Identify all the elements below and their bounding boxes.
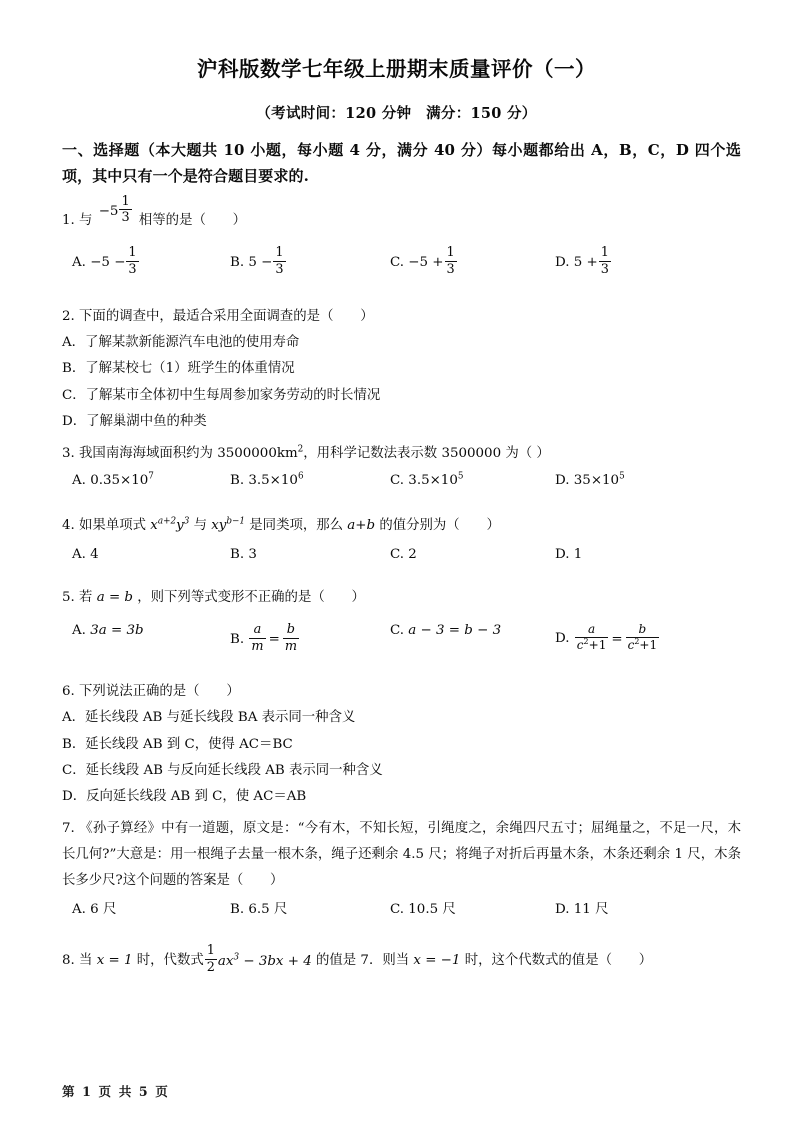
option-a-fraction xyxy=(126,246,138,276)
question-6-stem xyxy=(62,679,741,705)
question-6 xyxy=(0,669,793,705)
question-2-option-b[interactable]: B．了解某校七（1）班学生的体重情况 xyxy=(62,361,295,377)
question-6-number: 6. xyxy=(62,684,75,700)
denominator-exponent: 2 xyxy=(634,636,640,646)
denominator-base: c xyxy=(627,637,635,652)
option-a-lead: −5 − xyxy=(90,255,126,271)
expression-term-a: ax xyxy=(217,953,234,969)
question-3-option-d[interactable] xyxy=(555,473,625,488)
question-7 xyxy=(0,810,793,894)
question-4-option-d[interactable]: D. 1 xyxy=(555,547,583,563)
question-7-option-a[interactable]: A. 6 尺 xyxy=(72,902,117,918)
question-5-equation: a = b xyxy=(96,590,133,606)
square-unit-superscript: 2 xyxy=(297,444,304,455)
option-b-fraction xyxy=(273,246,285,276)
exam-info-line: （考试时间：120 分钟 满分：150 分） xyxy=(256,104,537,122)
fraction-denominator: m xyxy=(284,638,298,654)
question-5-number: 5. xyxy=(62,590,75,606)
question-4-stem-4: 的值分别为（ ） xyxy=(379,518,500,534)
option-a-exponent: 7 xyxy=(148,471,154,482)
question-1-option-b[interactable] xyxy=(230,246,287,276)
fraction-denominator: 3 xyxy=(275,261,284,277)
option-c-label: C. xyxy=(390,255,405,271)
question-4-number: 4. xyxy=(62,518,75,534)
question-4-option-b[interactable]: B. 3 xyxy=(230,547,257,563)
monomial-1-exponent: a+2 xyxy=(157,516,177,527)
question-8 xyxy=(0,928,793,974)
question-7-stem xyxy=(62,816,741,894)
question-8-stem-1: 当 xyxy=(79,953,93,969)
question-7-options xyxy=(0,898,793,928)
question-3-stem xyxy=(62,441,741,467)
option-a-mantissa: 0.35×10 xyxy=(90,473,149,489)
option-c-exponent: 5 xyxy=(457,471,464,482)
fraction-denominator: 3 xyxy=(600,261,609,277)
question-8-coefficient-fraction xyxy=(205,944,217,974)
fraction-denominator: 3 xyxy=(128,261,137,277)
question-2-stem-text: 下面的调查中，最适合采用全面调查的是（ ） xyxy=(79,309,374,325)
option-c-lead: −5 + xyxy=(408,255,444,271)
question-8-condition-1: x = 1 xyxy=(96,953,133,969)
question-4-monomial-1 xyxy=(150,518,189,533)
question-4-option-a[interactable]: A. 4 xyxy=(72,547,99,563)
option-d-fraction-left xyxy=(575,623,609,651)
question-5-option-d[interactable] xyxy=(555,623,660,651)
option-d-label: D. xyxy=(555,255,570,271)
question-8-stem xyxy=(62,944,741,974)
question-5 xyxy=(0,577,793,611)
question-5-options xyxy=(0,623,793,669)
monomial-1-y-exponent: 3 xyxy=(183,516,190,527)
question-1-number: 1. xyxy=(62,213,75,229)
fraction-numerator: 1 xyxy=(206,943,215,959)
question-7-stem-text: 《孙子算经》中有一道题，原文是：“今有木，不知长短，引绳度之，余绳四尺五寸；屈绳量之，不足一尺，木长几何?”大意是：用一根绳子去量一根木条，绳子还剩余 4.5 尺；将绳子对折后再量木条，木条还剩余 1 尺，木条长多少尺?这个问题的答案是（ ） xyxy=(62,821,741,889)
option-b-exponent: 6 xyxy=(297,471,304,482)
option-b-fraction-right xyxy=(283,623,299,653)
option-a-label: A. xyxy=(72,255,86,271)
option-d-label: D. xyxy=(555,631,570,647)
option-b-label: B. xyxy=(230,255,245,271)
question-3-number: 3. xyxy=(62,445,75,461)
option-c-fraction xyxy=(445,246,457,276)
denominator-base: c xyxy=(576,637,584,652)
question-5-option-c[interactable] xyxy=(390,623,501,638)
question-2-option-a[interactable]: A．了解某款新能源汽车电池的使用寿命 xyxy=(62,335,300,351)
option-b-label: B. xyxy=(230,473,245,489)
monomial-2-base: xy xyxy=(211,518,227,534)
option-c-label: C. xyxy=(390,623,405,639)
fraction-denominator: m xyxy=(251,638,264,654)
fraction-denominator: 3 xyxy=(446,261,455,277)
question-5-stem xyxy=(62,585,741,611)
question-1-stem-after: 相等的是（ ） xyxy=(138,213,247,229)
question-8-stem-4: 时，这个代数式的值是（ ） xyxy=(464,953,653,969)
question-1 xyxy=(0,190,793,234)
option-a-label: A. xyxy=(72,623,86,639)
question-4-stem-3: 是同类项，那么 xyxy=(249,518,344,534)
question-1-option-c[interactable] xyxy=(390,246,458,276)
question-8-stem-3: 的值是 7．则当 xyxy=(316,953,410,969)
mixed-fraction xyxy=(119,195,131,225)
fraction-denominator xyxy=(575,638,609,652)
question-1-mixed-number xyxy=(99,195,133,225)
fraction-denominator xyxy=(626,638,660,652)
mixed-whole-part: −5 xyxy=(98,204,119,220)
option-d-fraction xyxy=(599,246,611,276)
option-b-fraction-left xyxy=(249,623,265,653)
question-2-option-c[interactable]: C．了解某市全体初中生每周参加家务劳动的时长情况 xyxy=(62,387,381,403)
fraction-numerator: 1 xyxy=(275,245,284,261)
option-b-lead: 5 − xyxy=(248,255,273,271)
question-7-option-c[interactable]: C. 10.5 尺 xyxy=(390,902,456,918)
question-3 xyxy=(0,435,793,467)
question-3-option-a[interactable] xyxy=(72,473,154,488)
question-4-stem-2: 与 xyxy=(193,518,207,534)
question-3-option-b[interactable] xyxy=(230,473,304,488)
monomial-1-y: y xyxy=(176,518,184,534)
question-1-option-d[interactable] xyxy=(555,246,612,276)
fraction-numerator: a xyxy=(249,623,265,639)
option-d-exponent: 5 xyxy=(619,471,625,482)
monomial-1-base: x xyxy=(150,518,158,534)
question-6-option-a[interactable]: A．延长线段 AB 与延长线段 BA 表示同一种含义 xyxy=(62,710,356,726)
question-4-monomial-2 xyxy=(211,518,245,533)
question-6-option-d[interactable]: D．反向延长线段 AB 到 C，使 AC＝AB xyxy=(62,788,307,804)
question-2 xyxy=(0,292,793,330)
question-1-stem-before: 与 xyxy=(79,213,93,229)
question-3-stem-part1: 我国南海海域面积约为 3500000km xyxy=(79,445,298,461)
fraction-numerator: a xyxy=(575,623,609,638)
fraction-denominator: 2 xyxy=(206,959,215,975)
question-5-stem-1: 若 xyxy=(79,590,93,606)
question-4 xyxy=(0,503,793,539)
option-c-label: C. xyxy=(390,473,405,489)
question-8-number: 8. xyxy=(62,953,75,969)
question-5-stem-2: ，则下列等式变形不正确的是（ ） xyxy=(137,590,365,606)
fraction-numerator: 1 xyxy=(128,245,137,261)
option-d-label: D. xyxy=(555,473,570,489)
question-1-options xyxy=(0,246,793,292)
fraction-numerator: b xyxy=(626,623,660,638)
question-6-option-c[interactable]: C．延长线段 AB 与反向延长线段 AB 表示同一种含义 xyxy=(62,762,383,778)
question-4-stem xyxy=(62,513,741,539)
option-b-label: B. xyxy=(230,632,245,648)
monomial-2-exponent: b−1 xyxy=(226,516,246,527)
option-a-expression: 3a = 3b xyxy=(90,623,144,639)
option-c-mantissa: 3.5×10 xyxy=(408,473,458,489)
expression-rest: − 3bx + 4 xyxy=(243,953,312,969)
option-b-relation: = xyxy=(268,632,280,648)
question-8-expression xyxy=(218,954,312,969)
question-3-option-c[interactable] xyxy=(390,473,463,488)
question-3-stem-part2: ，用科学记数法表示数 3500000 为（ ） xyxy=(303,445,550,461)
option-d-lead: 5 + xyxy=(573,255,598,271)
denominator-exponent: 2 xyxy=(583,636,589,646)
question-8-condition-2: x = −1 xyxy=(413,953,461,969)
option-d-relation: = xyxy=(611,631,623,647)
fraction-numerator: 1 xyxy=(446,245,455,261)
question-8-stem-2: 时，代数式 xyxy=(136,953,204,969)
fraction-numerator: 1 xyxy=(121,193,130,209)
question-1-option-a[interactable] xyxy=(72,246,140,276)
option-c-expression: a − 3 = b − 3 xyxy=(408,623,502,639)
denominator-tail: +1 xyxy=(639,637,658,652)
fraction-numerator: b xyxy=(283,623,299,639)
question-4-options xyxy=(0,547,793,577)
denominator-tail: +1 xyxy=(588,637,607,652)
option-b-mantissa: 3.5×10 xyxy=(248,473,298,489)
question-1-stem xyxy=(62,193,741,234)
option-d-mantissa: 35×10 xyxy=(573,473,620,489)
question-7-number: 7. xyxy=(62,821,75,837)
fraction-numerator: 1 xyxy=(600,245,609,261)
question-4-option-c[interactable]: C. 2 xyxy=(390,547,417,563)
fraction-denominator: 3 xyxy=(121,210,130,226)
question-4-expression-ab: a+b xyxy=(347,518,376,534)
page-title: 沪科版数学七年级上册期末质量评价（一） xyxy=(197,57,596,81)
question-4-stem-1: 如果单项式 xyxy=(79,518,146,534)
question-2-stem xyxy=(62,304,741,330)
option-d-fraction-right xyxy=(626,623,660,651)
expression-exponent: 3 xyxy=(233,952,240,963)
question-5-option-a[interactable] xyxy=(72,623,144,638)
question-7-option-b[interactable]: B. 6.5 尺 xyxy=(230,902,288,918)
option-a-label: A. xyxy=(72,473,86,489)
question-7-option-d[interactable]: D. 11 尺 xyxy=(555,902,609,918)
question-5-option-b[interactable] xyxy=(230,623,300,653)
question-3-options xyxy=(0,473,793,503)
question-6-stem-text: 下列说法正确的是（ ） xyxy=(79,684,240,700)
question-6-option-b[interactable]: B．延长线段 AB 到 C，使得 AC＝BC xyxy=(62,736,293,752)
question-2-option-d[interactable]: D．了解巢湖中鱼的种类 xyxy=(62,413,207,429)
page-footer: 第 1 页 共 5 页 xyxy=(62,1084,170,1099)
section-heading-multiple-choice: 一、选择题（本大题共 10 小题，每小题 4 分，满分 40 分）每小题都给出 A，B，C，D 四个选项，其中只有一个是符合题目要求的. xyxy=(62,140,741,186)
question-2-number: 2. xyxy=(62,309,75,325)
